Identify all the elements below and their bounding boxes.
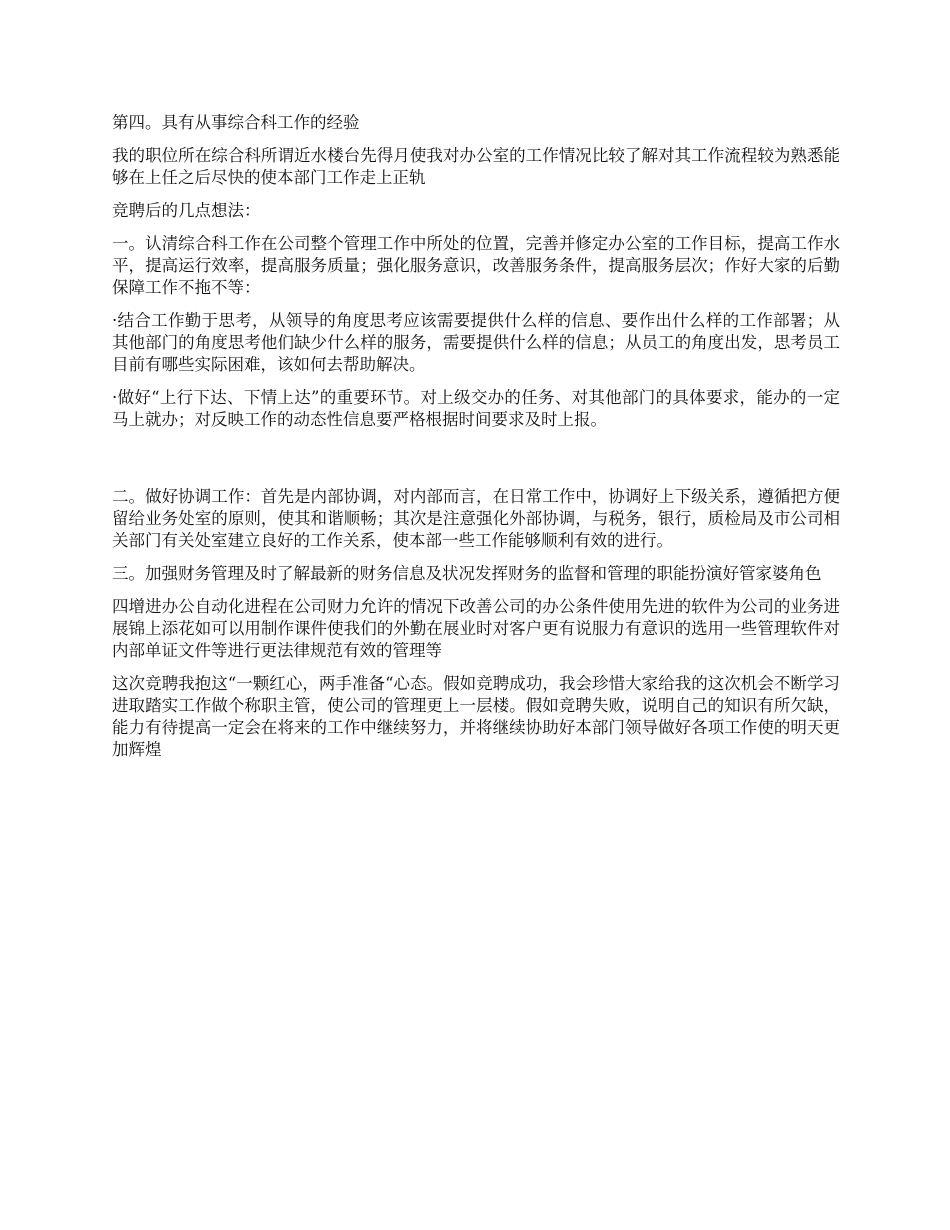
paragraph-bullet-think: ·结合工作勤于思考，从领导的角度思考应该需要提供什么样的信息、要作出什么样的工作部署；从其他部门的角度思考他们缺少什么样的服务，需要提供什么样的信息；从员工的角度出发，思考员工目前有哪些实际困难，该如何去帮助解决。 [112, 311, 840, 374]
paragraph-bullet-communicate: ·做好“上行下达、下情上达”的重要环节。对上级交办的任务、对其他部门的具体要求，能办的一定马上就办；对反映工作的动态性信息要严格根据时间要求及时上报。 [112, 388, 840, 429]
paragraph-position-intro: 我的职位所在综合科所谓近水楼台先得月使我对办公室的工作情况比较了解对其工作流程较为熟悉能够在上任之后尽快的使本部门工作走上正轨 [112, 146, 840, 187]
paragraph-thoughts-heading: 竞聘后的几点想法： [112, 201, 261, 220]
paragraph-point-three: 三。加强财务管理及时了解最新的财务信息及状况发挥财务的监督和管理的职能扮演好管家婆角色 [112, 564, 822, 583]
document-page [112, 112, 840, 772]
paragraph-point-one: 一。认清综合科工作在公司整个管理工作中所处的位置，完善并修定办公室的工作目标，提高工作水平，提高运行效率，提高服务质量；强化服务意识，改善服务条件，提高服务层次；作好大家的后勤保障工作不拖不等： [112, 234, 840, 297]
paragraph-conclusion: 这次竞聘我抱这“一颗红心，两手准备“心态。假如竞聘成功，我会珍惜大家给我的这次机会不断学习进取踏实工作做个称职主管，使公司的管理更上一层楼。假如竞聘失败，说明自己的知识有所欠缺，能力有待提高一定会在将来的工作中继续努力，并将继续协助好本部门领导做好各项工作使的明天更加辉煌 [112, 674, 840, 759]
paragraph-heading-four: 第四。具有从事综合科工作的经验 [112, 113, 360, 132]
paragraph-point-four: 四增进办公自动化进程在公司财力允许的情况下改善公司的办公条件使用先进的软件为公司的业务进展锦上添花如可以用制作课件使我们的外勤在展业时对客户更有说服力有意识的选用一些管理软件对内部单证文件等进行更法律规范有效的管理等 [112, 597, 840, 660]
paragraph-point-two: 二。做好协调工作：首先是内部协调，对内部而言，在日常工作中，协调好上下级关系，遵循把方便留给业务处室的原则，使其和谐顺畅；其次是注意强化外部协调，与税务，银行，质检局及市公司相关部门有关处室建立良好的工作关系，使本部一些工作能够顺利有效的进行。 [112, 487, 840, 550]
